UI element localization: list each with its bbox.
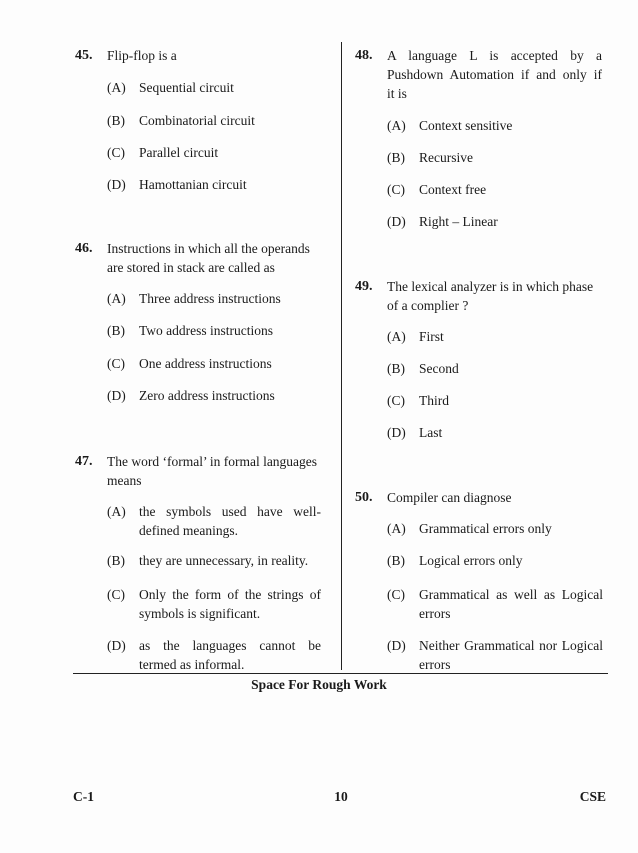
option-b: (B) Two address instructions — [107, 323, 274, 338]
option-a: (A) Three address instructions — [107, 291, 281, 306]
option-c: (C) Context free — [387, 182, 487, 197]
option-a: (A) Grammatical errors only — [387, 521, 552, 536]
question-number: 46. — [75, 241, 93, 256]
question-text: The lexical analyzer is in which phase of a complier ? — [387, 279, 594, 313]
option-b: (B) Recursive — [387, 150, 473, 165]
option-a: (A) Sequential circuit — [107, 80, 234, 95]
question-text: Compiler can diagnose — [387, 490, 512, 505]
option-c: (C) Grammatical as well as Logical errors — [387, 587, 603, 621]
question-number: 45. — [75, 48, 93, 63]
question-text: The word ‘formal’ in formal languages means — [107, 454, 318, 488]
option-b: (B) they are unnecessary, in reality. — [107, 553, 309, 568]
option-d: (D) Last — [387, 425, 443, 440]
option-d: (D) as the languages cannot be termed as informal. — [107, 638, 321, 672]
option-d: (D) Zero address instructions — [107, 388, 275, 403]
option-d: (D) Right – Linear — [387, 214, 498, 229]
question-number: 47. — [75, 454, 93, 469]
option-d: (D) Hamottanian circuit — [107, 177, 247, 192]
option-c: (C) Parallel circuit — [107, 145, 219, 160]
option-b: (B) Second — [387, 361, 459, 376]
question-number: 48. — [355, 48, 373, 63]
option-d: (D) Neither Grammatical nor Logical errors — [387, 638, 603, 672]
option-a: (A) First — [387, 329, 444, 344]
option-a: (A) the symbols used have well- defined meanings. — [107, 504, 321, 538]
question-text: Instructions in which all the operands are stored in stack are called as — [107, 241, 310, 275]
option-c: (C) Only the form of the strings of symbols is significant. — [107, 587, 321, 621]
option-c: (C) One address instructions — [107, 356, 272, 371]
option-a: (A) Context sensitive — [387, 118, 513, 133]
column-divider — [341, 42, 342, 670]
question-text: Flip-flop is a — [107, 48, 177, 63]
footer-code: C-1 — [73, 789, 94, 804]
page-number: 10 — [334, 789, 348, 804]
option-c: (C) Third — [387, 393, 449, 408]
rough-work-label: Space For Rough Work — [251, 677, 387, 692]
question-text: A language L is accepted by a Pushdown Automation if and only if it is — [387, 48, 602, 101]
question-number: 50. — [355, 490, 373, 505]
footer-subject: CSE — [579, 789, 606, 804]
option-b: (B) Combinatorial circuit — [107, 113, 255, 128]
option-b: (B) Logical errors only — [387, 553, 523, 568]
question-number: 49. — [355, 279, 373, 294]
